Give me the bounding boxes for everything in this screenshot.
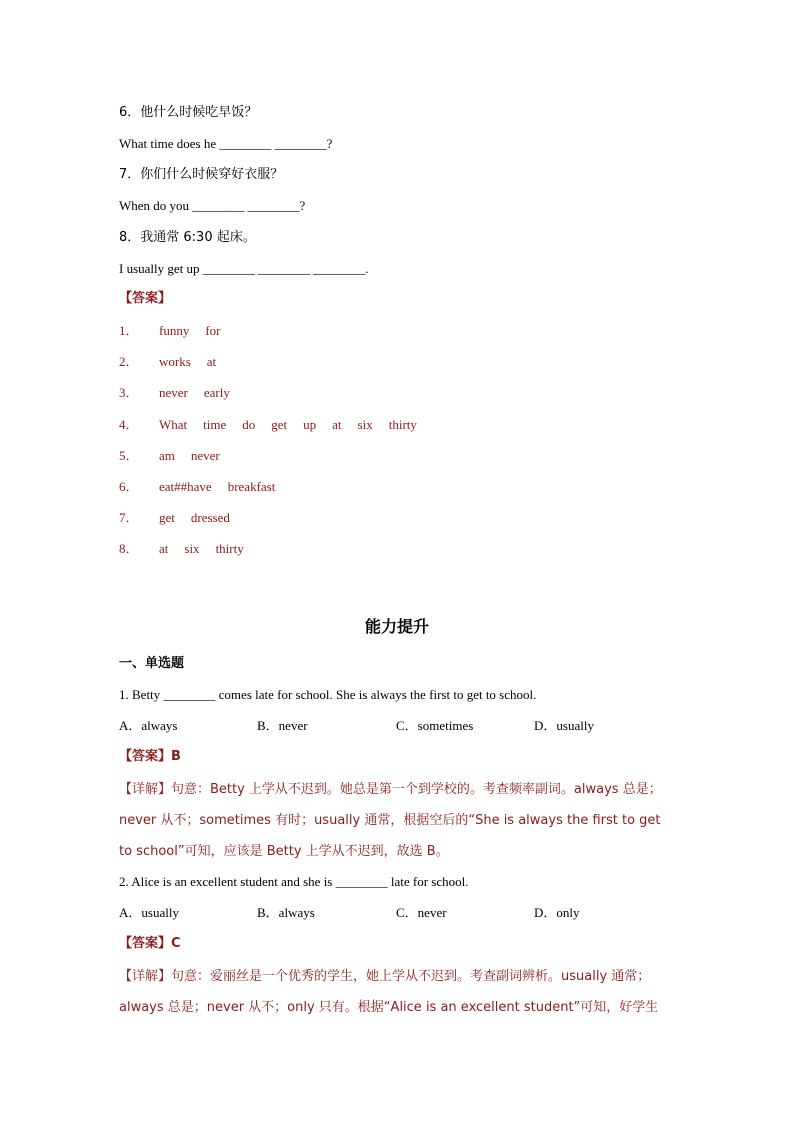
- mc2-option-b: B．always: [257, 905, 315, 920]
- mc2-option-d: D．only: [534, 905, 580, 920]
- answer-word: early: [203, 385, 230, 400]
- answer-label: 【答案】: [119, 291, 172, 306]
- question-8-chinese: 8．我通常 6:30 起床。: [119, 230, 256, 245]
- answer-row: [119, 416, 433, 434]
- answer-word: at: [206, 354, 217, 369]
- mc2-question: 2. Alice is an excellent student and she is ________ late for school.: [119, 874, 469, 889]
- answer-word: eat##have: [159, 479, 212, 494]
- mc1-detail: 【详解】句意：Betty 上学从不迟到。她总是第一个到学校的。考查频率副词。always 总是；never 从不；sometimes 有时；usually 通常，根据空后的“She is always the first to get to school”可知，应该是 Betty 上学从不迟到，故选 B。: [119, 782, 662, 859]
- answer-row: [119, 322, 237, 340]
- section-title: 能力提升: [364, 617, 429, 636]
- answer-word: What: [159, 417, 188, 432]
- answer-row: [119, 478, 291, 496]
- answer-word: never: [190, 448, 220, 463]
- question-6-chinese: 6．他什么时候吃早饭？: [119, 105, 258, 120]
- question-8-english: I usually get up ________ ________ ________.: [119, 261, 369, 276]
- mc2-detail: 【详解】句意：爱丽丝是一个优秀的学生，她上学从不迟到。考查副词辨析。usually 通常；always 总是；never 从不；only 只有。根据“Alice is an excellent student”可知，好学生: [119, 969, 659, 1015]
- answer-word: time: [203, 417, 227, 432]
- answer-number: 4．: [119, 417, 139, 432]
- answer-word: at: [332, 417, 342, 432]
- answer-word: never: [159, 385, 188, 400]
- answer-row: [119, 447, 236, 465]
- subsection-title: 一、单选题: [119, 656, 185, 671]
- answer-row: [119, 509, 246, 527]
- mc2-option-c: C．never: [396, 905, 447, 920]
- question-7-chinese: 7．你们什么时候穿好衣服？: [119, 167, 284, 182]
- answer-word: at: [159, 541, 169, 556]
- answer-number: 6．: [119, 479, 139, 494]
- answer-word: six: [184, 541, 200, 556]
- answer-word: for: [205, 323, 221, 338]
- mc1-option-c: C．sometimes: [396, 718, 474, 733]
- answer-number: 2．: [119, 354, 139, 369]
- answer-number: 1．: [119, 323, 139, 338]
- answer-word: get: [271, 417, 288, 432]
- mc2-option-a: A．usually: [119, 905, 179, 920]
- answer-word: breakfast: [227, 479, 276, 494]
- answer-word: six: [357, 417, 373, 432]
- mc1-option-d: D．usually: [534, 718, 594, 733]
- answer-word: am: [159, 448, 175, 463]
- mc1-answer: 【答案】B: [119, 749, 181, 764]
- answer-number: 3．: [119, 385, 139, 400]
- answer-word: funny: [159, 323, 190, 338]
- answer-word: get: [159, 510, 175, 525]
- answer-word: dressed: [190, 510, 230, 525]
- mc1-option-a: A．always: [119, 718, 178, 733]
- answer-number: 7．: [119, 510, 139, 525]
- answer-word: thirty: [388, 417, 417, 432]
- question-7-english: When do you ________ ________?: [119, 198, 306, 213]
- answer-word: thirty: [215, 541, 244, 556]
- mc1-question: 1. Betty ________ comes late for school. She is always the first to get to school.: [119, 687, 537, 702]
- answer-row: [119, 353, 232, 371]
- answer-row: [119, 384, 246, 402]
- answer-number: 5．: [119, 448, 139, 463]
- mc2-answer: 【答案】C: [119, 936, 181, 951]
- answer-word: works: [159, 354, 191, 369]
- answer-number: 8．: [119, 541, 139, 556]
- mc1-option-b: B．never: [257, 718, 308, 733]
- answer-word: up: [303, 417, 317, 432]
- answer-word: do: [242, 417, 256, 432]
- answer-row: [119, 540, 260, 558]
- question-6-english: What time does he ________ ________?: [119, 136, 333, 151]
